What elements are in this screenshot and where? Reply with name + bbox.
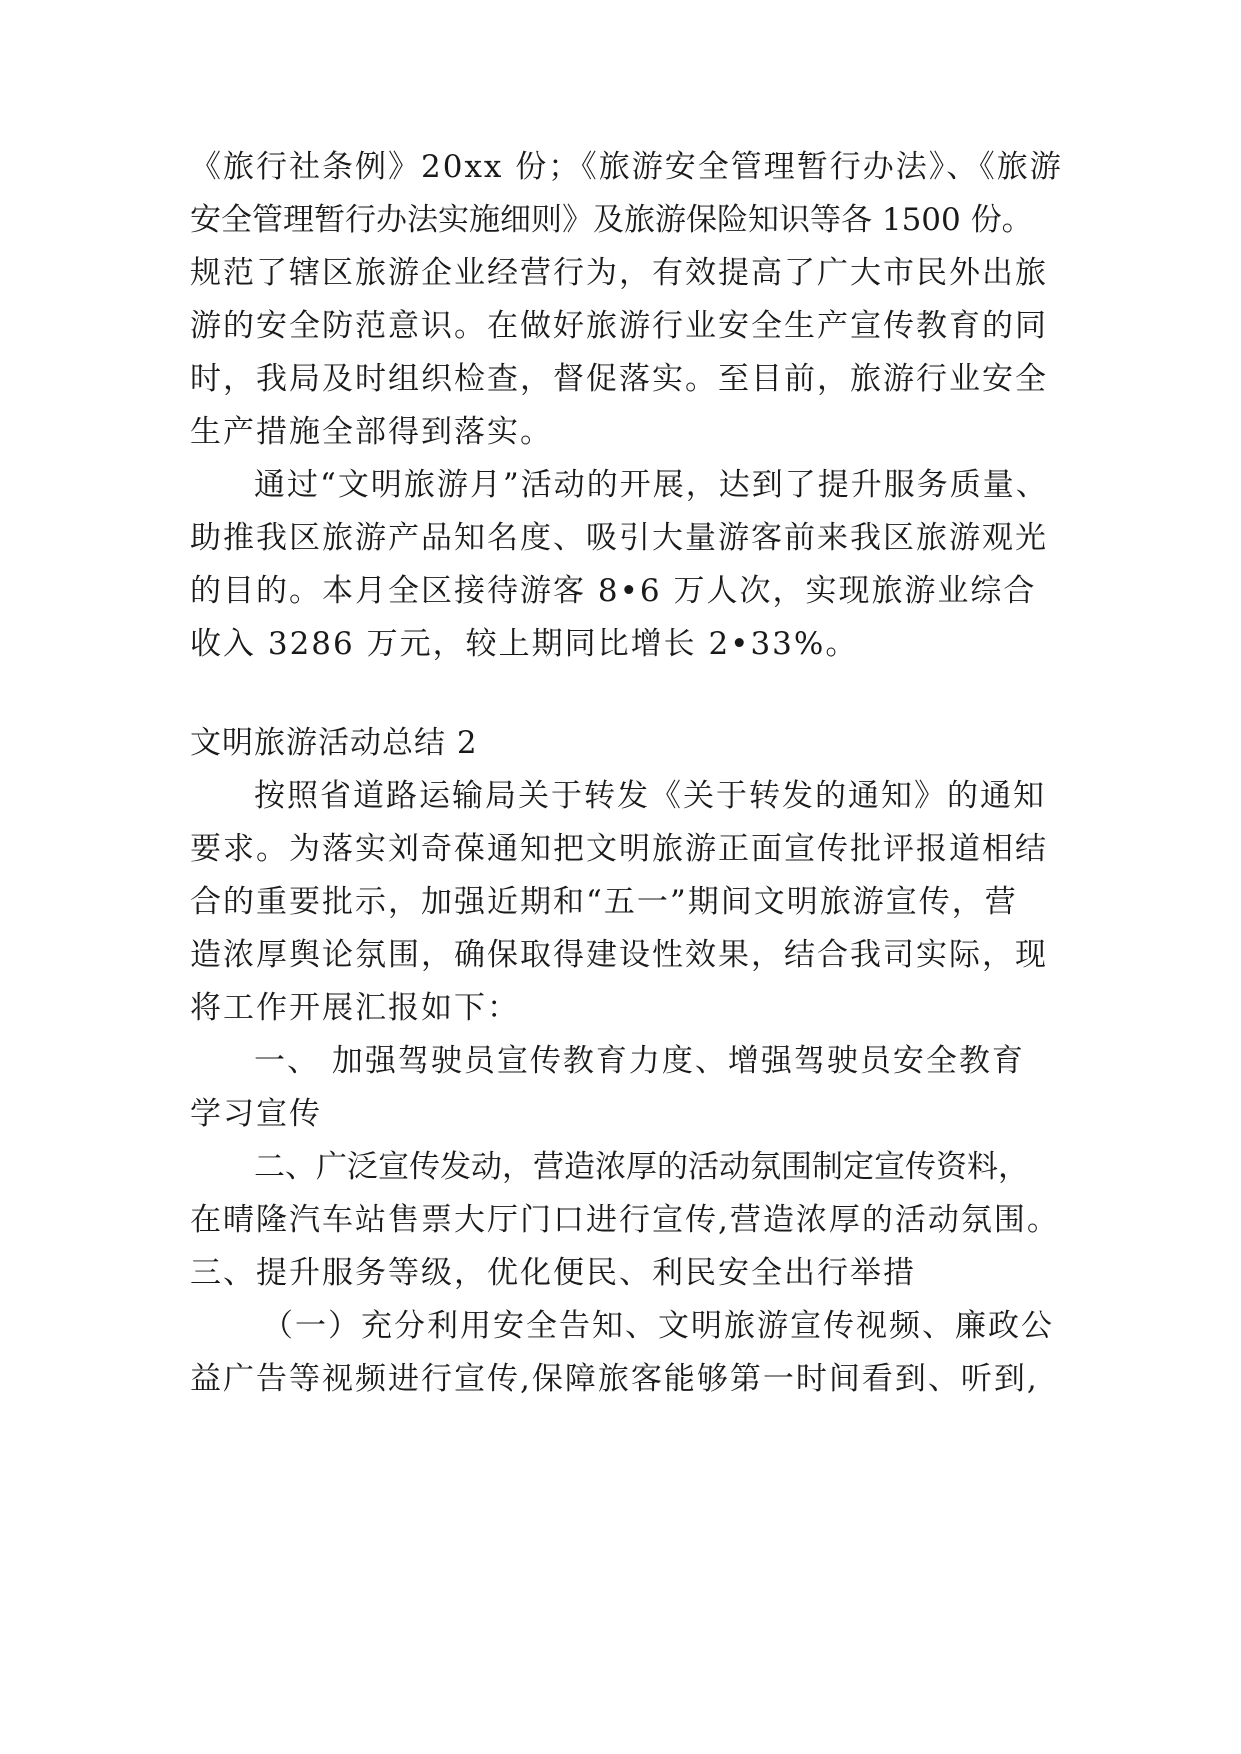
text-line: 按照省道路运输局关于转发《关于转发的通知》的通知: [254, 778, 1046, 814]
text-line: 二、广泛宣传发动，营造浓厚的活动氛围制定宣传资料，: [254, 1149, 1029, 1185]
text-line: 时，我局及时组织检查，督促落实。至目前，旅游行业安全: [190, 361, 1048, 397]
text-line: 规范了辖区旅游企业经营行为，有效提高了广大市民外出旅: [190, 255, 1048, 291]
text-line: 三、提升服务等级，优化便民、利民安全出行举措: [190, 1255, 916, 1291]
text-line: 的目的。本月全区接待游客 8•6 万人次，实现旅游业综合: [190, 573, 1037, 609]
text-line: 《旅行社条例》20xx 份；《旅游安全管理暂行办法》、《旅游: [190, 149, 1063, 185]
text-line: 益广告等视频进行宣传,保障旅客能够第一时间看到、听到,: [190, 1361, 1039, 1397]
text-line: 游的安全防范意识。在做好旅游行业安全生产宣传教育的同: [190, 308, 1048, 344]
text-line: 合的重要批示，加强近期和“五一”期间文明旅游宣传，营: [190, 884, 1018, 920]
text-line: 造浓厚舆论氛围，确保取得建设性效果，结合我司实际，现: [190, 937, 1048, 973]
text-line: 学习宣传: [190, 1096, 322, 1132]
text-line: 将工作开展汇报如下：: [190, 990, 520, 1026]
text-line: 收入 3286 万元，较上期同比增长 2•33%。: [190, 626, 859, 662]
text-line: 通过“文明旅游月”活动的开展，达到了提升服务质量、: [254, 467, 1049, 503]
text-line: 一、 加强驾驶员宣传教育力度、增强驾驶员安全教育: [254, 1043, 1025, 1079]
text-line: 要求。为落实刘奇葆通知把文明旅游正面宣传批评报道相结: [190, 831, 1048, 867]
section-heading: 文明旅游活动总结 2: [190, 725, 478, 761]
text-line: （一）充分利用安全告知、文明旅游宣传视频、廉政公: [262, 1308, 1054, 1344]
text-line: 助推我区旅游产品知名度、吸引大量游客前来我区旅游观光: [190, 520, 1048, 556]
text-line: 安全管理暂行办法实施细则》及旅游保险知识等各 1500 份。: [190, 202, 1033, 238]
text-line: 生产措施全部得到落实。: [190, 414, 553, 450]
text-line: 在晴隆汽车站售票大厅门口进行宣传,营造浓厚的活动氛围。: [190, 1202, 1060, 1238]
